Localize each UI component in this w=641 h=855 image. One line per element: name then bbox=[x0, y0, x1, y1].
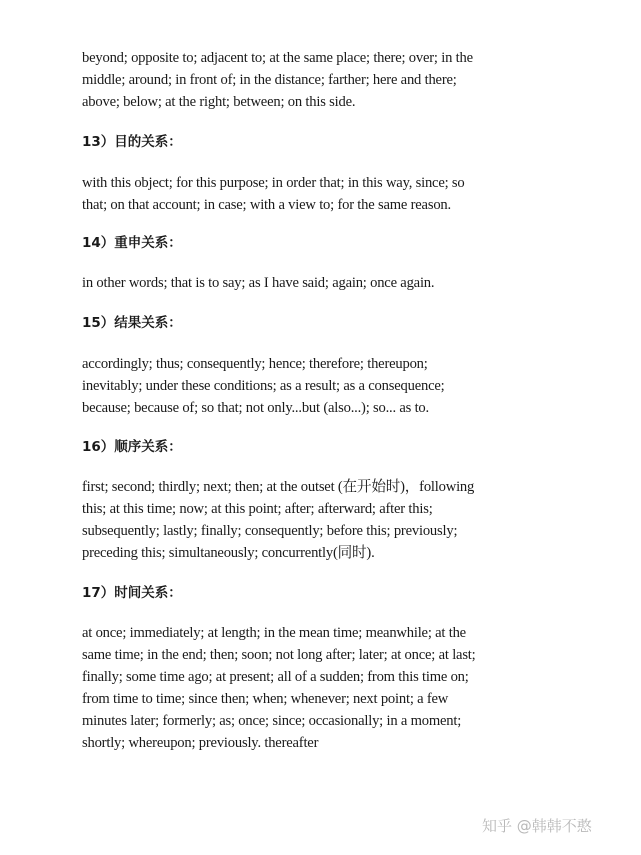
paragraph-line: first; second; thirdly; next; then; at the outset (在开始时)，following bbox=[82, 479, 475, 495]
section-heading-result: 15）结果关系： bbox=[82, 315, 182, 331]
section-paragraph-time bbox=[82, 622, 552, 754]
section-paragraph-result bbox=[82, 353, 552, 419]
section-paragraph-purpose bbox=[82, 172, 552, 216]
section-heading-purpose: 13）目的关系： bbox=[82, 134, 182, 150]
paragraph-line: at once; immediately; at length; in the mean time; meanwhile; at the bbox=[82, 625, 466, 641]
paragraph-line: same time; in the end; then; soon; not long after; later; at once; at last; bbox=[82, 647, 476, 663]
section-heading-time: 17）时间关系： bbox=[82, 585, 182, 601]
paragraph-line: finally; some time ago; at present; all of a sudden; from this time on; bbox=[82, 669, 469, 685]
intro-paragraph bbox=[82, 47, 552, 113]
paragraph-line: middle; around; in front of; in the distance; farther; here and there; bbox=[82, 72, 457, 88]
paragraph-line: beyond; opposite to; adjacent to; at the same place; there; over; in the bbox=[82, 50, 473, 66]
section-heading-sequence: 16）顺序关系： bbox=[82, 439, 182, 455]
paragraph-line: this; at this time; now; at this point; after; afterward; after this; bbox=[82, 501, 433, 517]
paragraph-line: shortly; whereupon; previously. thereafter bbox=[82, 735, 319, 751]
paragraph-line: subsequently; lastly; finally; consequently; before this; previously; bbox=[82, 523, 458, 539]
section-paragraph-restatement bbox=[82, 272, 552, 294]
paragraph-line: inevitably; under these conditions; as a result; as a consequence; bbox=[82, 378, 445, 394]
paragraph-line: above; below; at the right; between; on this side. bbox=[82, 94, 356, 110]
paragraph-line: minutes later; formerly; as; once; since; occasionally; in a moment; bbox=[82, 713, 462, 729]
paragraph-line: in other words; that is to say; as I have said; again; once again. bbox=[82, 275, 435, 291]
paragraph-line: preceding this; simultaneously; concurrently(同时). bbox=[82, 545, 375, 561]
zhihu-watermark: 知乎 @韩韩不憨 bbox=[482, 817, 592, 835]
paragraph-line: from time to time; since then; when; whenever; next point; a few bbox=[82, 691, 449, 707]
paragraph-line: accordingly; thus; consequently; hence; therefore; thereupon; bbox=[82, 356, 428, 372]
section-paragraph-sequence bbox=[82, 476, 552, 564]
paragraph-line: because; because of; so that; not only...but (also...); so... as to. bbox=[82, 400, 429, 416]
paragraph-line: with this object; for this purpose; in order that; in this way, since; so bbox=[82, 175, 465, 191]
paragraph-line: that; on that account; in case; with a view to; for the same reason. bbox=[82, 197, 451, 213]
section-heading-restatement: 14）重申关系： bbox=[82, 235, 182, 251]
